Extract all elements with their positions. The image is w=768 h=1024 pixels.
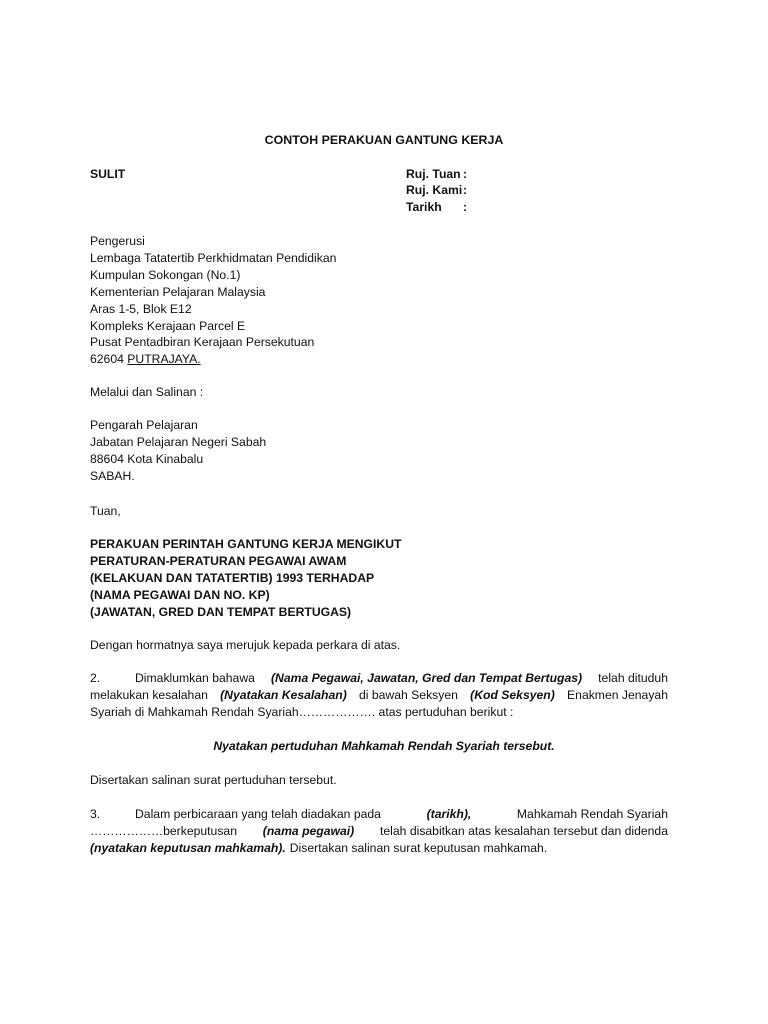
salutation: Tuan, [90,504,121,518]
ref-your-sep: : [463,167,468,181]
paragraph-3-line: (nyatakan keputusan mahkamah). Disertakan salinan surat keputusan mahkamah. [90,841,548,855]
charge-placeholder: Nyatakan pertuduhan Mahkamah Rendah Syariah tersebut. [213,739,555,753]
via-line: Jabatan Pelajaran Negeri Sabah [90,434,267,449]
recipient-address [90,233,336,368]
paragraph-3-line: ………………berkeputusan (nama pegawai) telah disabitkan atas kesalahan tersebut dan didenda [90,824,668,838]
via-line: Pengarah Pelajaran [90,418,198,432]
paragraph-2-line: 2. Dimaklumkan bahawa (Nama Pegawai, Jawatan, Gred dan Tempat Bertugas) telah dituduh [90,671,668,685]
recipient-city-line [90,351,336,368]
subject-line: PERAKUAN PERINTAH GANTUNG KERJA MENGIKUT [90,537,402,551]
recipient-line: Lembaga Tatatertib Perkhidmatan Pendidikan [90,250,337,265]
recipient-postcode: 62604 [90,352,124,367]
paragraph-2 [90,670,668,721]
attachment-note: Disertakan salinan surat pertuduhan tersebut. [90,773,337,787]
document-title: CONTOH PERAKUAN GANTUNG KERJA [264,133,504,147]
via-label: Melalui dan Salinan : [90,385,204,399]
paragraph-2-line: melakukan kesalahan (Nyatakan Kesalahan) di bawah Seksyen (Kod Seksyen) Enakmen Jenayah [90,688,668,702]
recipient-line: Pusat Pentadbiran Kerajaan Persekutuan [90,335,315,350]
ref-our-sep: : [463,183,468,197]
recipient-line: Pengerusi [90,234,145,248]
ref-date-label: Tarikh [406,200,442,214]
ref-our-label: Ruj. Kami [406,183,463,197]
paragraph-3-number: 3. [90,807,101,821]
ref-your [406,166,467,183]
via-line: SABAH. [90,468,135,483]
recipient-line: Kompleks Kerajaan Parcel E [90,318,246,333]
recipient-city: PUTRAJAYA. [127,352,201,367]
subject-line: (NAMA PEGAWAI DAN NO. KP) [90,587,270,602]
paragraph-2-number: 2. [90,671,101,685]
recipient-line: Aras 1-5, Blok E12 [90,301,192,316]
subject-line: (KELAKUAN DAN TATATERTIB) 1993 TERHADAP [90,570,375,585]
subject-line: (JAWATAN, GRED DAN TEMPAT BERTUGAS) [90,604,352,619]
ref-date [406,199,467,216]
classification-label: SULIT [90,167,126,181]
ref-date-sep: : [463,200,468,214]
recipient-line: Kumpulan Sokongan (No.1) [90,267,241,282]
paragraph-3-line: 3. Dalam perbicaraan yang telah diadakan pada (tarikh), Mahkamah Rendah Syariah [90,807,668,821]
paragraph-3 [90,806,668,857]
ref-your-label: Ruj. Tuan [406,167,461,181]
via-address [90,417,266,485]
ref-our [406,182,467,199]
recipient-line: Kementerian Pelajaran Malaysia [90,284,266,299]
via-line: 88604 Kota Kinabalu [90,451,204,466]
paragraph-2-line: Syariah di Mahkamah Rendah Syariah………………. atas pertuduhan berikut : [90,705,514,719]
subject-heading [90,536,401,621]
subject-line: PERATURAN-PERATURAN PEGAWAI AWAM [90,553,347,568]
opening-sentence: Dengan hormatnya saya merujuk kepada perkara di atas. [90,638,401,652]
